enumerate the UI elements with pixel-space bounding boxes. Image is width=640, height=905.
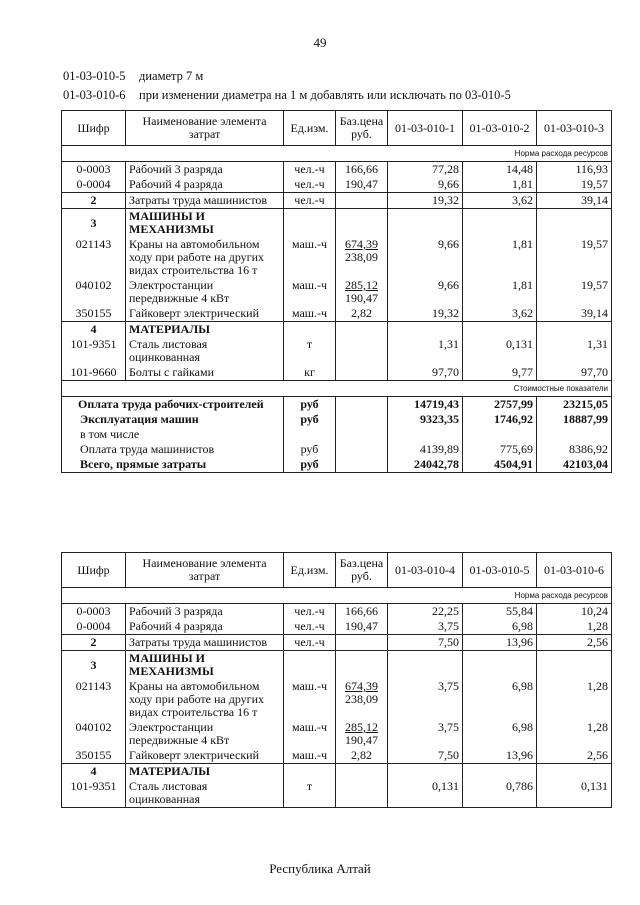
cell-value: 97,70 — [388, 365, 463, 381]
cell-code: 0-0003 — [62, 162, 126, 178]
price-operator: 238,09 — [345, 250, 378, 264]
cell-value: 6,98 — [463, 619, 537, 635]
cell-value: 10,24 — [537, 604, 612, 620]
cell-name: Гайковерт электрический — [126, 748, 284, 764]
cell-code: 2 — [62, 635, 126, 651]
summary-name: Оплата труда машинистов — [62, 442, 284, 457]
cell-value: 7,50 — [388, 635, 463, 651]
cell-name: Рабочий 4 разряда — [126, 177, 284, 193]
cell-value: 6,98 — [463, 720, 537, 748]
cell-name: Затраты труда машинистов — [126, 635, 284, 651]
cell-value: 19,32 — [388, 306, 463, 322]
intro-text: при изменении диаметра на 1 м добавлять или исключать по 03-010-5 — [139, 88, 511, 102]
cell-value: 77,28 — [388, 162, 463, 178]
intro-code: 01-03-010-5 — [63, 69, 126, 83]
table-row — [62, 162, 612, 178]
cell-value: 19,57 — [537, 237, 612, 278]
cell-value: 1,81 — [463, 278, 537, 306]
cell-value: 7,50 — [388, 748, 463, 764]
cell-value: 1,81 — [463, 237, 537, 278]
price-machine: 285,12 — [345, 720, 378, 734]
table-row — [62, 679, 612, 720]
table-row — [62, 748, 612, 764]
cell-value: 19,57 — [537, 278, 612, 306]
header-col: 01-03-010-4 — [388, 553, 463, 588]
header-price: Баз.цена руб. — [336, 111, 388, 146]
page-footer: Республика Алтай — [269, 861, 371, 876]
cell-unit: чел.-ч — [284, 619, 336, 635]
summary-value: 2757,99 — [463, 397, 537, 413]
intro-line — [63, 88, 511, 103]
cell-unit: маш.-ч — [284, 306, 336, 322]
summary-value: 14719,43 — [388, 397, 463, 413]
cell-unit: т — [284, 337, 336, 365]
cell-name: Электростанции передвижные 4 кВт — [126, 720, 284, 748]
intro-line — [63, 69, 203, 84]
cell-value: 9,66 — [388, 237, 463, 278]
header-code: Шифр — [62, 111, 126, 146]
table-header — [62, 111, 612, 146]
table-row — [62, 619, 612, 635]
summary-value: 1746,92 — [463, 412, 537, 427]
cell-unit: чел.-ч — [284, 193, 336, 209]
cell-name: Гайковерт электрический — [126, 306, 284, 322]
cell-code: 0-0004 — [62, 177, 126, 193]
cell-value: 1,31 — [537, 337, 612, 365]
cell-code: 0-0003 — [62, 604, 126, 620]
header-price: Баз.цена руб. — [336, 553, 388, 588]
header-name: Наименование элемента затрат — [126, 553, 284, 588]
section-title: МАШИНЫ И МЕХАНИЗМЫ — [126, 209, 284, 238]
cell-name: Затраты труда машинистов — [126, 193, 284, 209]
cell-value: 13,96 — [463, 635, 537, 651]
norm-label: Норма расхода ресурсов — [62, 588, 612, 604]
cell-name: Краны на автомобильном ходу при работе на других видах строительства 16 т — [126, 679, 284, 720]
price-machine: 285,12 — [345, 278, 378, 292]
cell-value: 39,14 — [537, 306, 612, 322]
table-row — [62, 365, 612, 381]
cell-name: Сталь листовая оцинкованная — [126, 337, 284, 365]
summary-row — [62, 442, 612, 457]
section-title: МАТЕРИАЛЫ — [126, 322, 284, 338]
cell-name: Рабочий 3 разряда — [126, 162, 284, 178]
cell-value: 1,28 — [537, 720, 612, 748]
cell-value: 9,77 — [463, 365, 537, 381]
header-col: 01-03-010-2 — [463, 111, 537, 146]
summary-name: Всего, прямые затраты — [62, 457, 284, 473]
section-row — [62, 764, 612, 780]
header-col: 01-03-010-1 — [388, 111, 463, 146]
summary-unit: руб — [284, 442, 336, 457]
summary-value: 24042,78 — [388, 457, 463, 473]
cell-price — [336, 237, 388, 278]
summary-row — [62, 427, 612, 442]
cell-value: 0,131 — [388, 779, 463, 808]
header-col: 01-03-010-6 — [537, 553, 612, 588]
cell-code: 101-9351 — [62, 337, 126, 365]
header-col: 01-03-010-5 — [463, 553, 537, 588]
cell-value: 3,62 — [463, 306, 537, 322]
cell-value: 97,70 — [537, 365, 612, 381]
table-row — [62, 237, 612, 278]
cell-value: 14,48 — [463, 162, 537, 178]
summary-value: 4504,91 — [463, 457, 537, 473]
cell-value: 0,131 — [537, 779, 612, 808]
cell-price: 166,66 — [336, 604, 388, 620]
cell-value: 19,32 — [388, 193, 463, 209]
cell-price — [336, 679, 388, 720]
cell-value: 19,57 — [537, 177, 612, 193]
cell-value: 1,28 — [537, 619, 612, 635]
cell-code: 101-9351 — [62, 779, 126, 808]
summary-unit: руб — [284, 412, 336, 427]
price-operator: 190,47 — [345, 733, 378, 747]
summary-value: 9323,35 — [388, 412, 463, 427]
cell-value: 2,56 — [537, 635, 612, 651]
section-title: МАШИНЫ И МЕХАНИЗМЫ — [126, 651, 284, 680]
table-header — [62, 553, 612, 588]
subheader-row — [62, 146, 612, 162]
header-unit: Ед.изм. — [284, 553, 336, 588]
cell-unit: чел.-ч — [284, 162, 336, 178]
summary-name: Оплата труда рабочих-строителей — [62, 397, 284, 413]
cell-unit: маш.-ч — [284, 720, 336, 748]
cell-value: 3,75 — [388, 720, 463, 748]
cell-value: 0,786 — [463, 779, 537, 808]
section-row — [62, 322, 612, 338]
table-row — [62, 779, 612, 808]
cell-name: Сталь листовая оцинкованная — [126, 779, 284, 808]
summary-row — [62, 412, 612, 427]
cell-price: 190,47 — [336, 619, 388, 635]
cell-unit: маш.-ч — [284, 237, 336, 278]
cell-unit: чел.-ч — [284, 604, 336, 620]
summary-value: 23215,05 — [537, 397, 612, 413]
cell-code: 040102 — [62, 720, 126, 748]
section-row — [62, 651, 612, 680]
cell-value: 1,31 — [388, 337, 463, 365]
cell-code: 021143 — [62, 679, 126, 720]
cell-price — [336, 278, 388, 306]
intro-text: диаметр 7 м — [139, 69, 204, 83]
cell-value: 39,14 — [537, 193, 612, 209]
cell-code: 021143 — [62, 237, 126, 278]
table-row — [62, 337, 612, 365]
cell-value: 2,56 — [537, 748, 612, 764]
cell-value: 55,84 — [463, 604, 537, 620]
summary-value: 18887,99 — [537, 412, 612, 427]
cell-value: 3,75 — [388, 619, 463, 635]
cell-code: 101-9660 — [62, 365, 126, 381]
resource-table-2 — [61, 552, 612, 808]
cell-code: 350155 — [62, 306, 126, 322]
cell-unit: чел.-ч — [284, 635, 336, 651]
page-number: 49 — [313, 35, 327, 50]
header-unit: Ед.изм. — [284, 111, 336, 146]
cell-value: 1,28 — [537, 679, 612, 720]
table-row — [62, 604, 612, 620]
section-code: 3 — [62, 651, 126, 680]
section-row — [62, 209, 612, 238]
price-operator: 190,47 — [345, 291, 378, 305]
cell-value: 22,25 — [388, 604, 463, 620]
section-code: 3 — [62, 209, 126, 238]
cell-unit: чел.-ч — [284, 177, 336, 193]
summary-value: 775,69 — [463, 442, 537, 457]
cell-code: 0-0004 — [62, 619, 126, 635]
resource-table-1 — [61, 110, 612, 473]
cell-name: Болты с гайками — [126, 365, 284, 381]
section-title: МАТЕРИАЛЫ — [126, 764, 284, 780]
summary-value: 8386,92 — [537, 442, 612, 457]
cell-value: 3,62 — [463, 193, 537, 209]
intro-code: 01-03-010-6 — [63, 88, 126, 102]
cell-code: 040102 — [62, 278, 126, 306]
price-operator: 238,09 — [345, 692, 378, 706]
table-row — [62, 635, 612, 651]
summary-row — [62, 397, 612, 413]
cell-name: Рабочий 4 разряда — [126, 619, 284, 635]
cell-price: 2,82 — [336, 748, 388, 764]
price-machine: 674,39 — [345, 679, 378, 693]
section-code: 4 — [62, 322, 126, 338]
cell-value: 6,98 — [463, 679, 537, 720]
subheader-row — [62, 588, 612, 604]
cell-name: Электростанции передвижные 4 кВт — [126, 278, 284, 306]
norm-label: Норма расхода ресурсов — [62, 146, 612, 162]
summary-row — [62, 457, 612, 473]
cell-value: 13,96 — [463, 748, 537, 764]
cell-value: 3,75 — [388, 679, 463, 720]
cell-price: 190,47 — [336, 177, 388, 193]
header-col: 01-03-010-3 — [537, 111, 612, 146]
cell-price: 2,82 — [336, 306, 388, 322]
cell-unit: маш.-ч — [284, 679, 336, 720]
cell-value: 9,66 — [388, 177, 463, 193]
table-row — [62, 278, 612, 306]
cell-value: 0,131 — [463, 337, 537, 365]
cell-unit: маш.-ч — [284, 278, 336, 306]
subheader-row — [62, 381, 612, 397]
summary-unit: руб — [284, 457, 336, 473]
summary-name: Эксплуатация машин — [62, 412, 284, 427]
cell-unit: т — [284, 779, 336, 808]
cell-name: Краны на автомобильном ходу при работе на других видах строительства 16 т — [126, 237, 284, 278]
table-row — [62, 193, 612, 209]
section-code: 4 — [62, 764, 126, 780]
summary-unit: руб — [284, 397, 336, 413]
summary-value: 42103,04 — [537, 457, 612, 473]
cell-unit: кг — [284, 365, 336, 381]
price-machine: 674,39 — [345, 237, 378, 251]
cell-name: Рабочий 3 разряда — [126, 604, 284, 620]
summary-name: в том числе — [62, 427, 284, 442]
cell-code: 350155 — [62, 748, 126, 764]
header-name: Наименование элемента затрат — [126, 111, 284, 146]
cell-code: 2 — [62, 193, 126, 209]
cost-label: Стоимостные показатели — [62, 381, 612, 397]
table-row — [62, 177, 612, 193]
cell-value: 116,93 — [537, 162, 612, 178]
cell-price — [336, 720, 388, 748]
cell-value: 9,66 — [388, 278, 463, 306]
table-row — [62, 720, 612, 748]
cell-price: 166,66 — [336, 162, 388, 178]
cell-unit: маш.-ч — [284, 748, 336, 764]
cell-value: 1,81 — [463, 177, 537, 193]
table-row — [62, 306, 612, 322]
header-code: Шифр — [62, 553, 126, 588]
summary-value: 4139,89 — [388, 442, 463, 457]
